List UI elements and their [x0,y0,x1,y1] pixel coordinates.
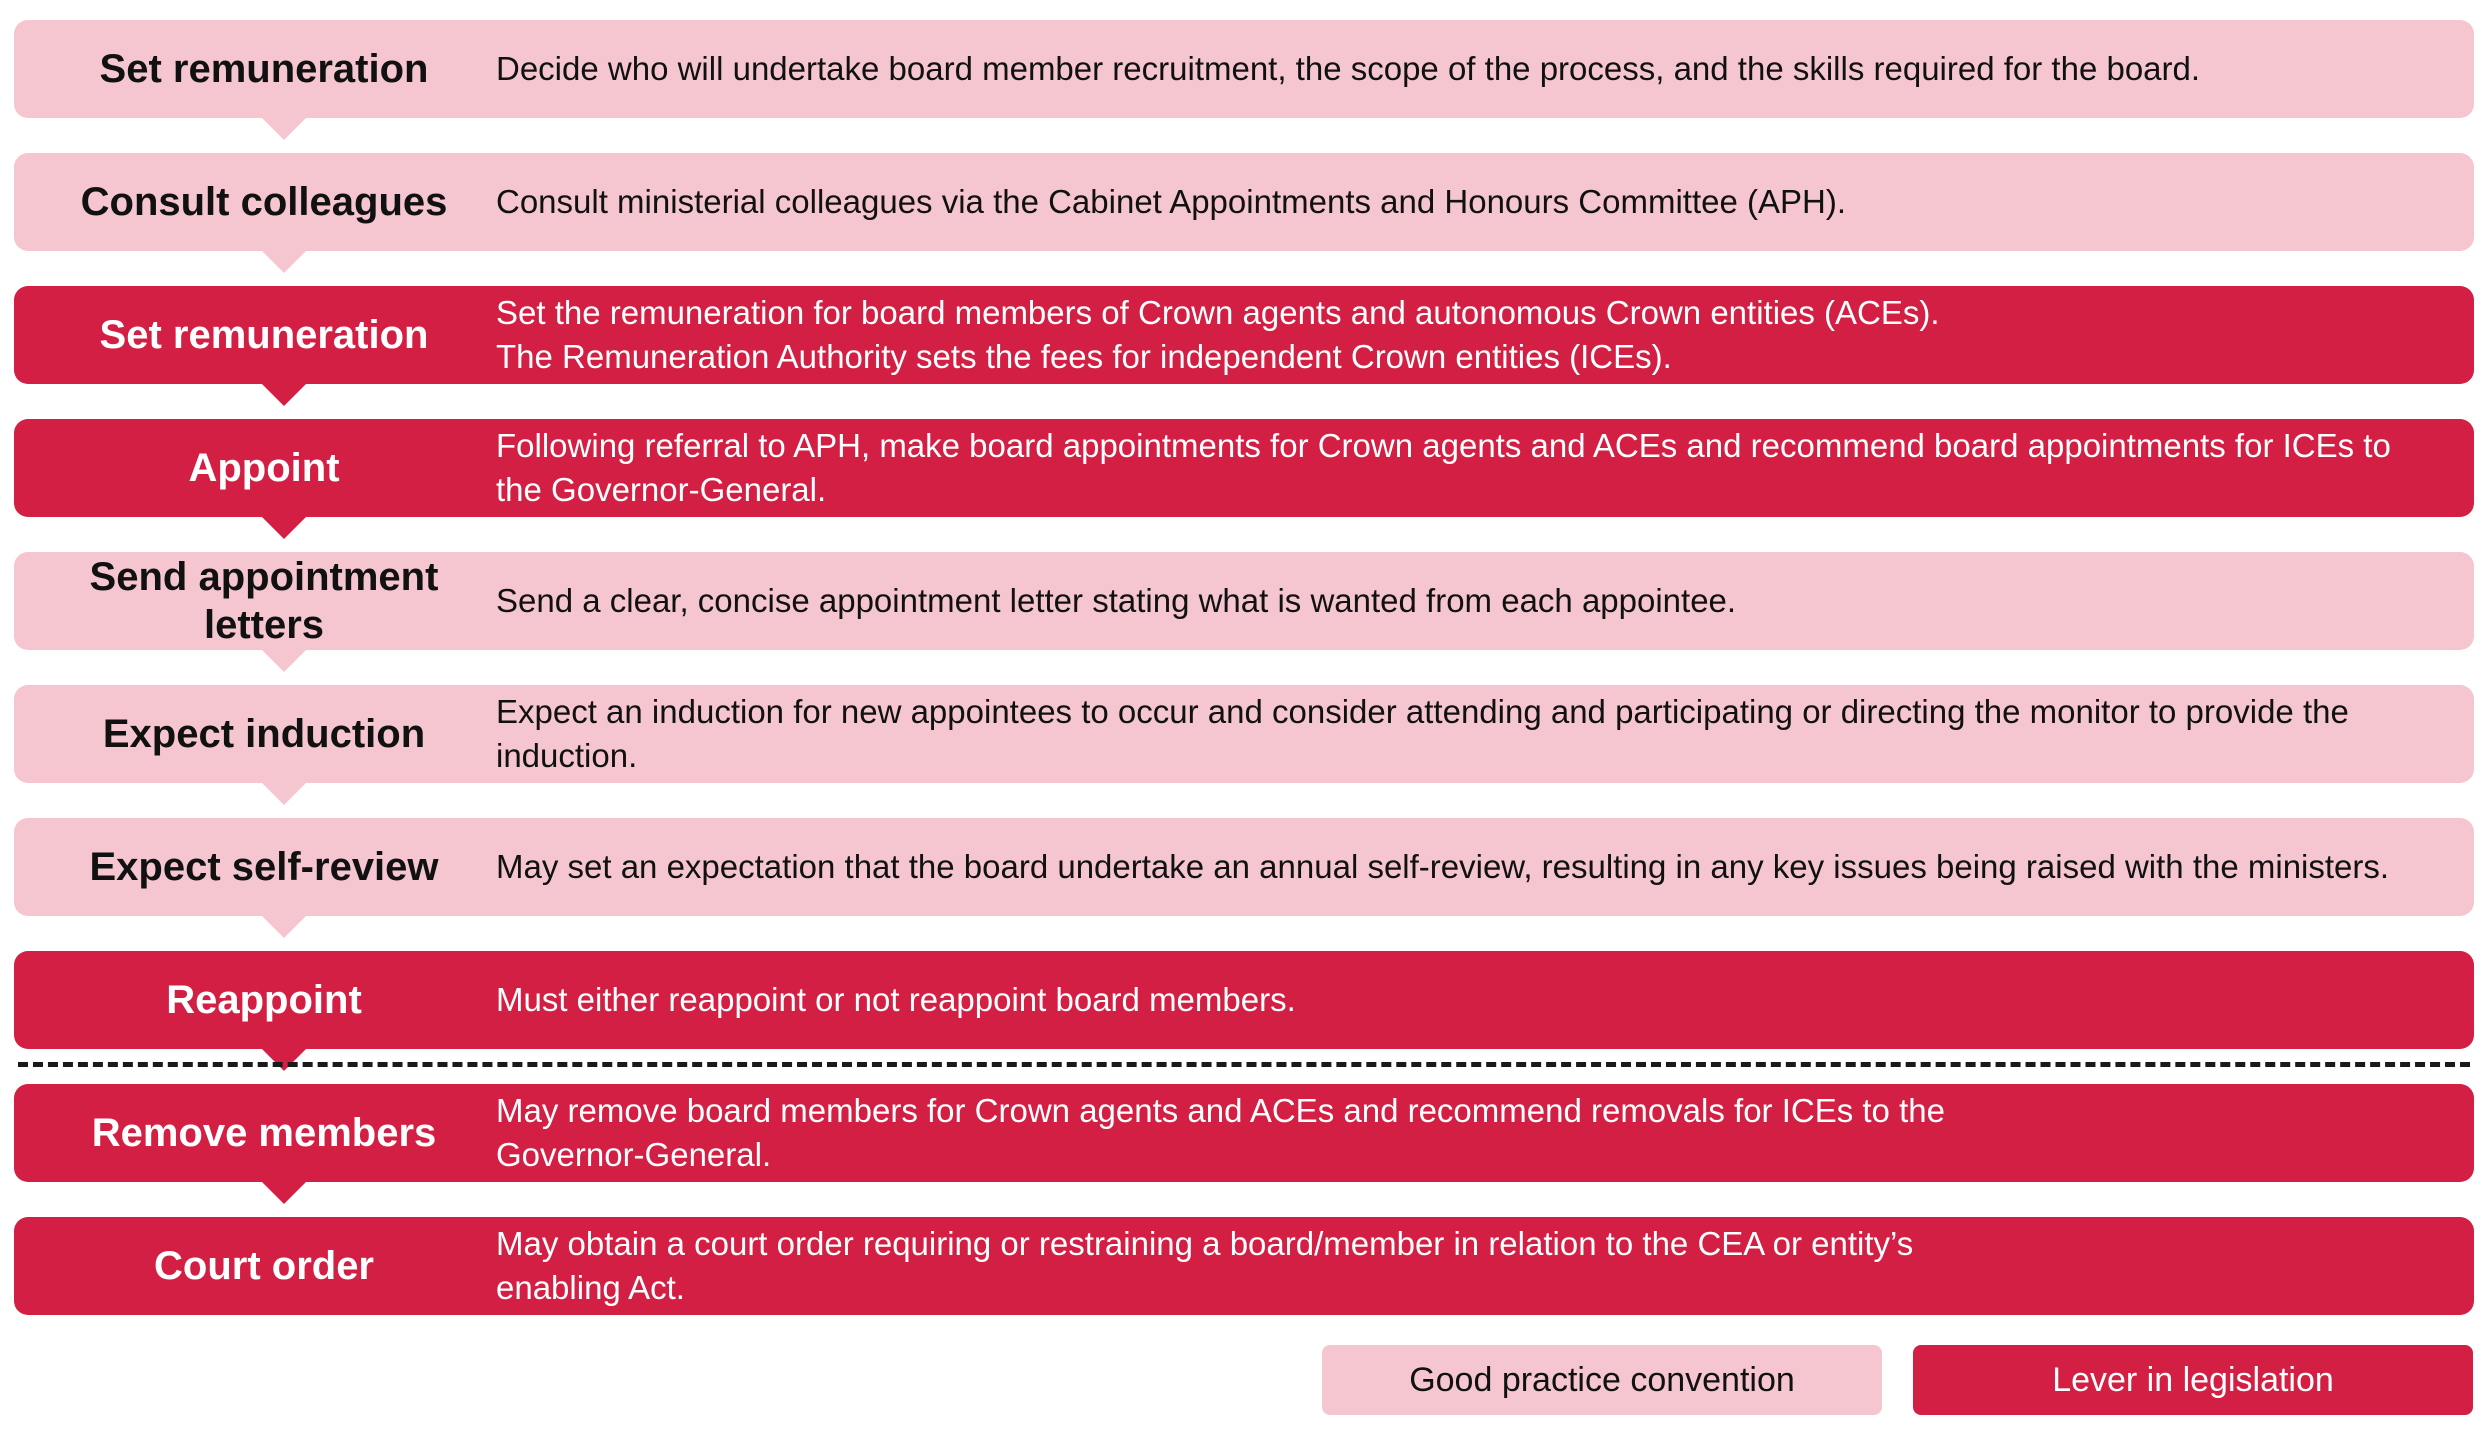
step-description [496,1084,2434,1182]
step-description [496,153,2434,251]
step-title: Court order [154,1244,374,1288]
step-row [14,685,2474,783]
step-title: Remove members [91,1111,437,1155]
step-row [14,1084,2474,1182]
down-arrow-icon [262,783,306,805]
step-title: Expect self-review [89,845,439,889]
step-row [14,951,2474,1049]
step-row [14,818,2474,916]
legend-legislation [1913,1345,2473,1415]
step-row [14,552,2474,650]
step-description [496,951,2434,1049]
step-description-text: May set an expectation that the board undertake an annual self-review, resulting in any key issues being raised with the ministers. [496,848,2390,885]
step-row [14,1217,2474,1315]
legend-good-practice [1322,1345,1882,1415]
step-description-text: May remove board members for Crown agents and ACEs and recommend removals for ICEs to the Governor-General. [496,1092,1945,1173]
step-title: Set remuneration [99,47,429,91]
step-description [496,685,2434,783]
step-description-text: May obtain a court order requiring or restraining a board/member in relation to the CEA or entity’s enabling Act. [496,1225,1914,1306]
down-arrow-icon [262,251,306,273]
step-row [14,20,2474,118]
legend-good-practice-label: Good practice convention [1409,1360,1795,1399]
step-description [496,20,2434,118]
step-description-text: Set the remuneration for board members of Crown agents and autonomous Crown entities (ACEs). The Remuneration Authority sets the fees for independent Crown entities (ICEs). [496,294,1940,375]
step-description-text: Send a clear, concise appointment letter stating what is wanted from each appointee. [496,582,1737,619]
legend-legislation-label: Lever in legislation [2052,1360,2334,1399]
down-arrow-icon [262,517,306,539]
step-description-text: Consult ministerial colleagues via the Cabinet Appointments and Honours Committee (APH). [496,183,1846,220]
dashed-divider [18,1062,2470,1067]
down-arrow-icon [262,118,306,140]
step-description [496,552,2434,650]
step-description [496,818,2434,916]
step-description-text: Expect an induction for new appointees to occur and consider attending and participating or directing the monitor to provide the induction. [496,693,2349,774]
step-title: Set remuneration [99,313,429,357]
step-description [496,419,2434,517]
step-row [14,286,2474,384]
step-description-text: Decide who will undertake board member recruitment, the scope of the process, and the skills required for the board. [496,50,2201,87]
step-title: Expect induction [102,712,426,756]
step-title: Appoint [188,446,340,490]
step-row [14,419,2474,517]
step-row [14,153,2474,251]
down-arrow-icon [262,650,306,672]
step-title: Send appointment letters [89,555,439,647]
down-arrow-icon [262,384,306,406]
down-arrow-icon [262,916,306,938]
down-arrow-icon [262,1049,306,1071]
step-description-text: Following referral to APH, make board appointments for Crown agents and ACEs and recommend board appointments for ICEs to the Governor-General. [496,427,2391,508]
step-description-text: Must either reappoint or not reappoint board members. [496,981,1296,1018]
step-description [496,286,2434,384]
step-description [496,1217,2434,1315]
down-arrow-icon [262,1182,306,1204]
step-title: Reappoint [166,978,362,1022]
step-title: Consult colleagues [80,180,448,224]
